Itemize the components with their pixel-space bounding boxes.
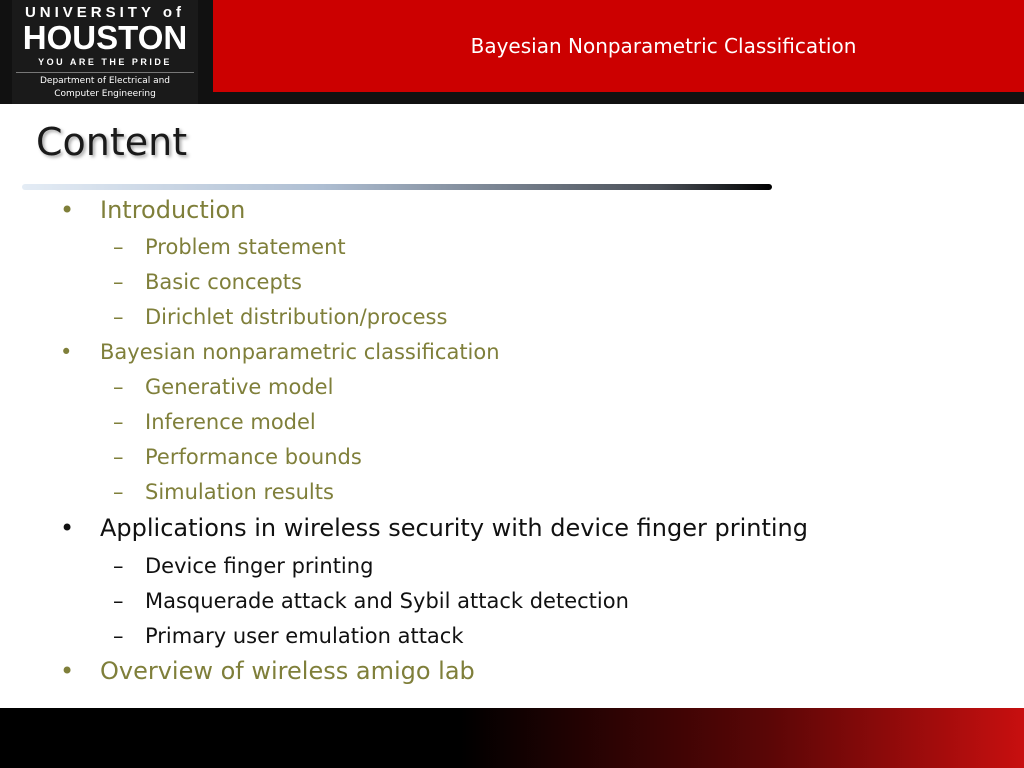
department-line-2: Computer Engineering xyxy=(54,89,156,99)
outline-subitem-label: Masquerade attack and Sybil attack detection xyxy=(145,589,629,613)
outline-subitem-label: Device finger printing xyxy=(145,554,374,578)
dash-icon: – xyxy=(113,480,124,504)
dash-icon: – xyxy=(113,589,124,613)
dash-icon: – xyxy=(113,554,124,578)
logo-university-text: UNIVERSITY of xyxy=(24,4,186,21)
outline-subitem-label: Inference model xyxy=(145,410,316,434)
university-logo xyxy=(12,0,198,104)
title-underline xyxy=(22,184,772,190)
page-title: Content xyxy=(36,120,188,164)
dash-icon: – xyxy=(113,375,124,399)
dash-icon: – xyxy=(113,270,124,294)
outline-subitem-label: Problem statement xyxy=(145,235,346,259)
outline-subitem-label: Simulation results xyxy=(145,480,334,504)
outline-subitem-label: Basic concepts xyxy=(145,270,302,294)
outline-item-label: Bayesian nonparametric classification xyxy=(100,340,500,364)
footer-bar xyxy=(0,708,1024,768)
outline-item-label: Overview of wireless amigo lab xyxy=(100,657,475,685)
bullet-icon: • xyxy=(60,340,73,364)
dash-icon: – xyxy=(113,624,124,648)
outline-subitem-label: Generative model xyxy=(145,375,334,399)
outline-item-label: Introduction xyxy=(100,196,246,224)
bullet-icon: • xyxy=(60,657,75,685)
outline-subitem-label: Performance bounds xyxy=(145,445,362,469)
outline-item-label: Applications in wireless security with device finger printing xyxy=(100,514,808,542)
dash-icon: – xyxy=(113,410,124,434)
bullet-icon: • xyxy=(60,514,75,542)
outline-subitem-label: Primary user emulation attack xyxy=(145,624,464,648)
logo-houston-text: HOUSTON xyxy=(22,19,188,56)
slide-title: Bayesian Nonparametric Classification xyxy=(470,34,857,58)
logo-divider xyxy=(16,72,194,73)
outline-subitem-label: Dirichlet distribution/process xyxy=(145,305,448,329)
dash-icon: – xyxy=(113,235,124,259)
logo-tagline: YOU ARE THE PRIDE xyxy=(38,57,172,67)
dash-icon: – xyxy=(113,305,124,329)
bullet-icon: • xyxy=(60,196,75,224)
department-line-1: Department of Electrical and xyxy=(39,76,171,86)
dash-icon: – xyxy=(113,445,124,469)
